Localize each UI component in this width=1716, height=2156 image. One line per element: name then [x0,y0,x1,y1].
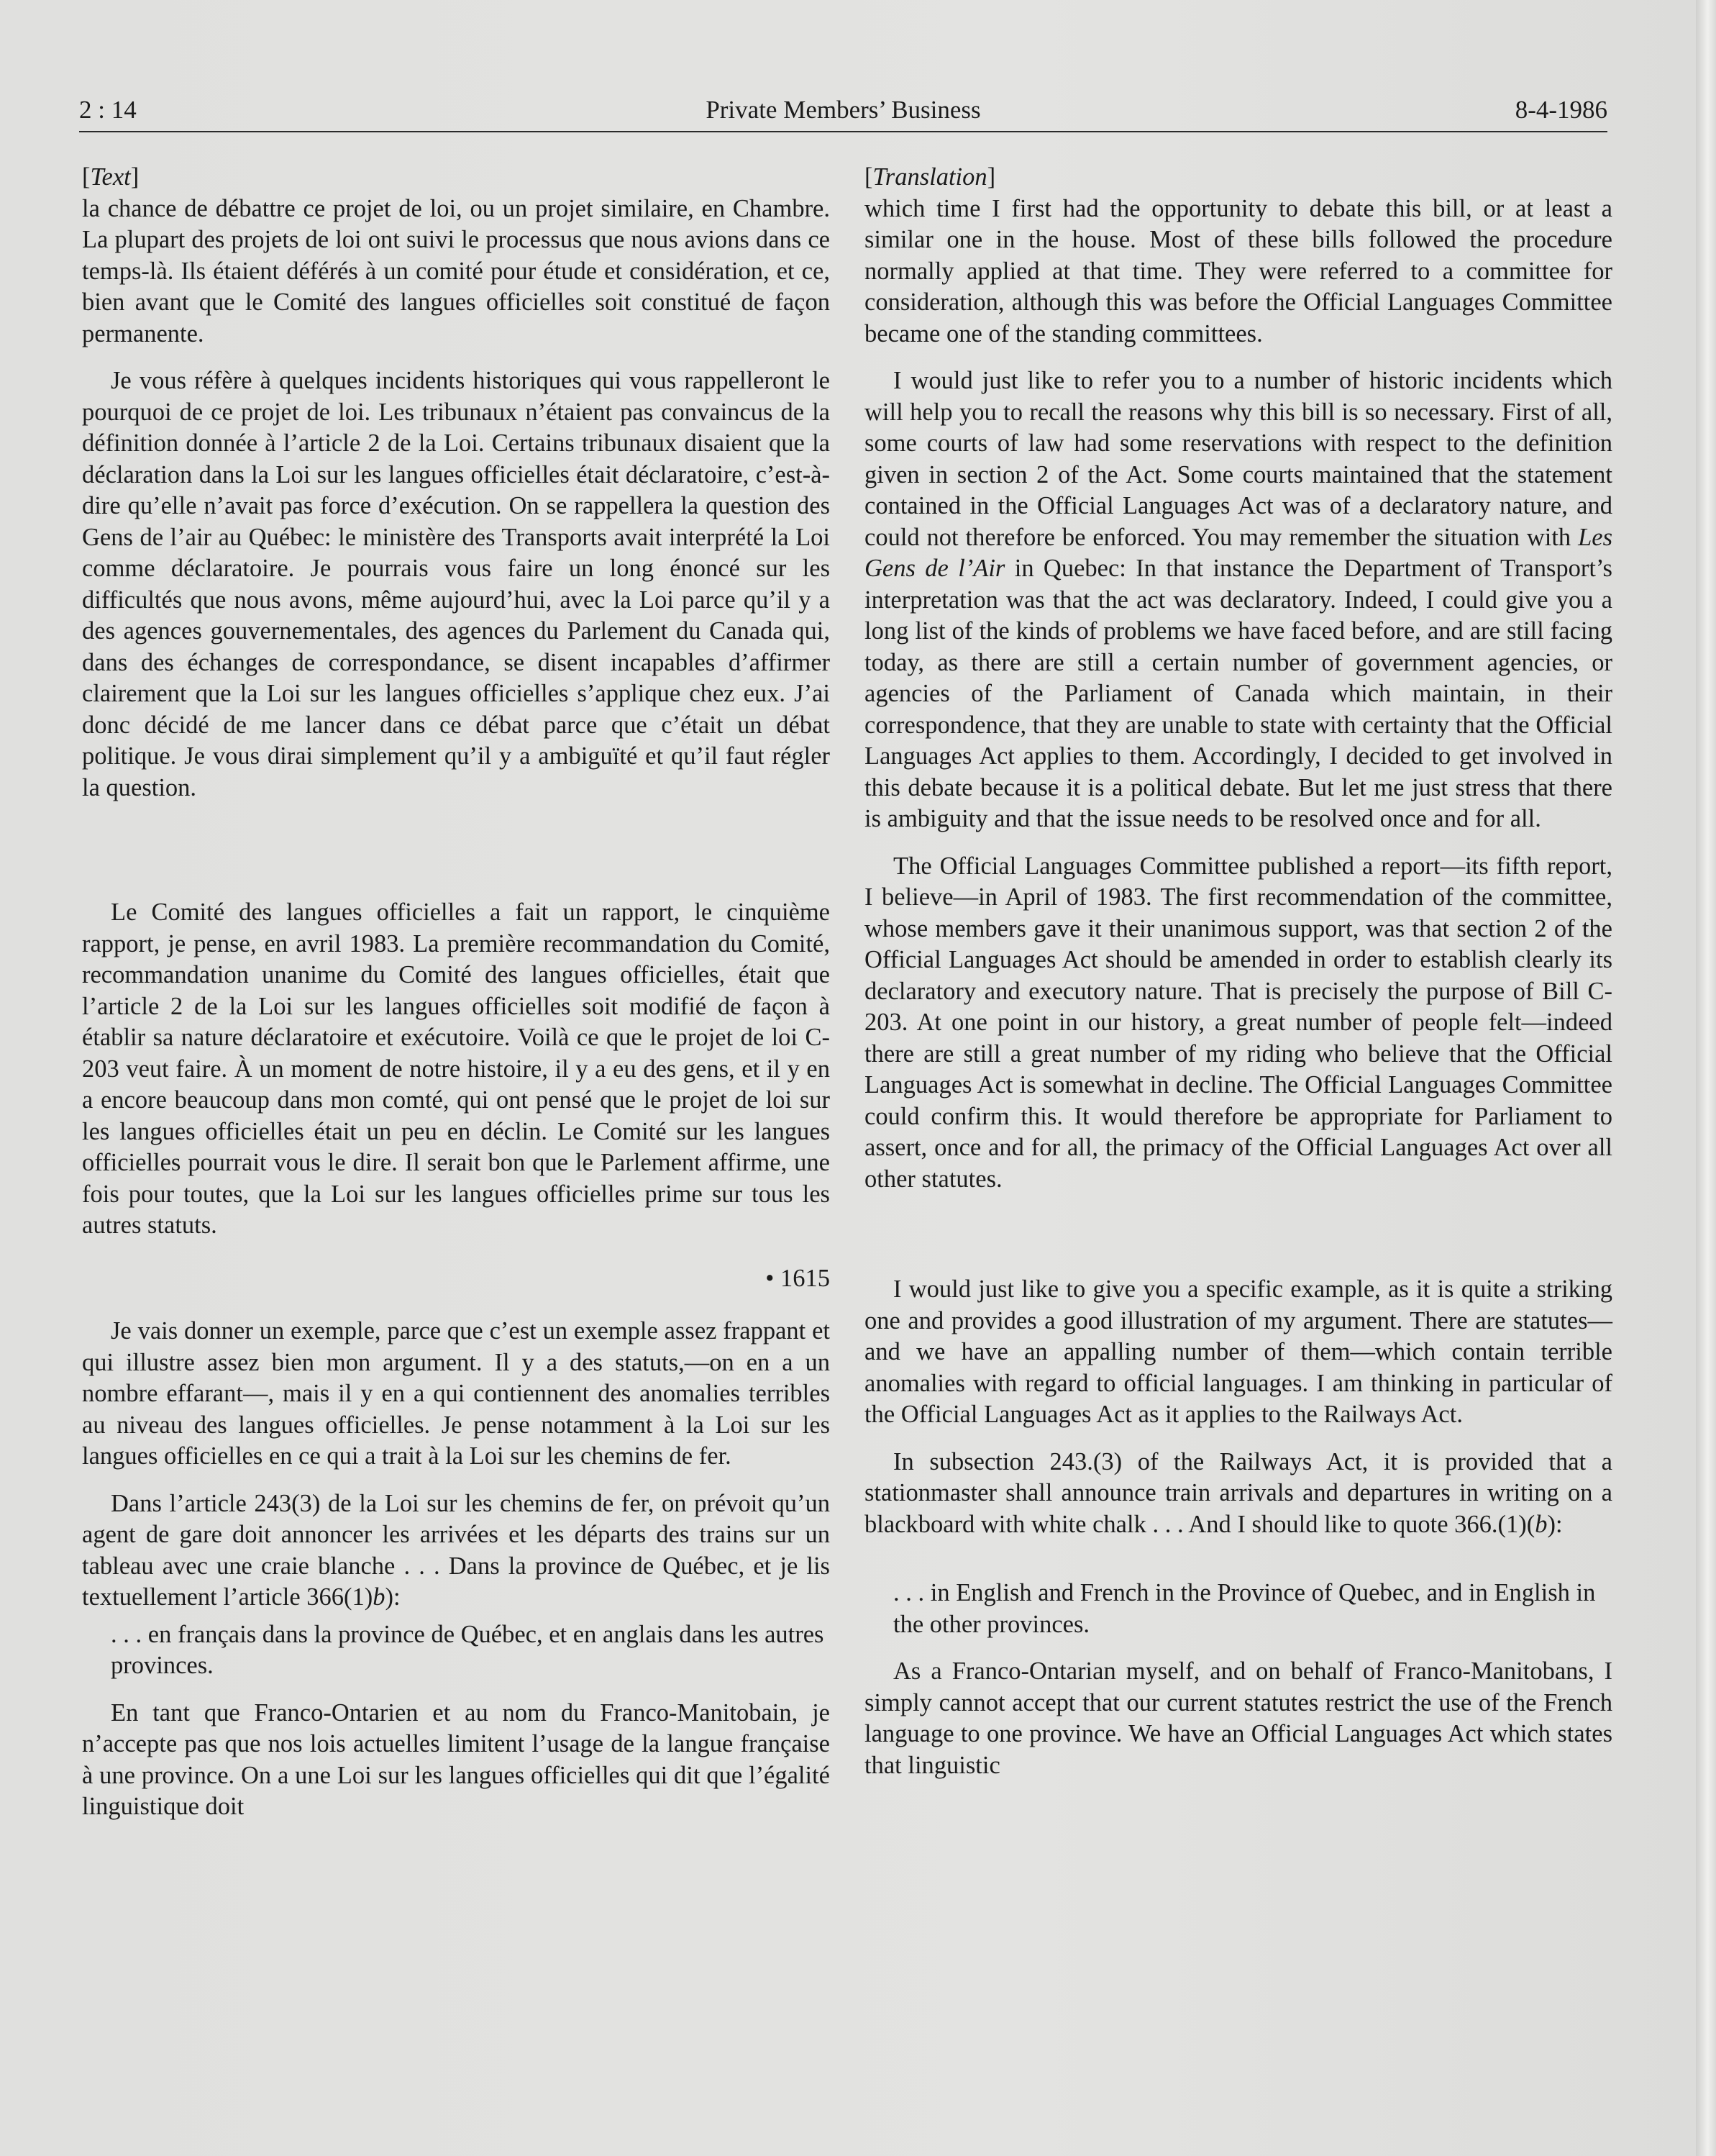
text-label: [Text] [82,163,140,191]
translation-label: [Translation] [864,163,996,191]
fr-paragraph-5: Dans l’article 243(3) de la Loi sur les chemins de fer, on prévoit qu’un agent de gare doit annoncer les arrivées et les départs des trains sur un tableau avec une craie blanche . . . Dans la province de Québec, et je lis textuellement l’article 366(1)b): [82,1489,830,1611]
page-edge [1696,0,1716,2156]
fr-paragraph-1: la chance de débattre ce projet de loi, ou un projet similaire, en Chambre. La plupart des projets de loi ont suivi le processus que nous avions dans ce temps-là. Ils étaient déférés à un comité pour étude et considération, et ce, bien avant que le Comité des langues officielles soit constitué de façon permanente. [82,194,830,347]
fr-paragraph-3: Le Comité des langues officielles a fait un rapport, le cinquième rapport, je pense, en avril 1983. La première recommandation du Comité, recommandation unanime du Comité des langues officielles, était que l’article 2 de la Loi sur les langues officielles soit modifié de façon à établir sa nature déclaratoire et exécutoire. Voilà ce que le projet de loi C-203 veut faire. À un moment de notre histoire, il y a eu des gens, et il y en a encore beaucoup dans mon comté, qui ont pensé que le projet de loi sur les langues officielles était un peu en déclin. Le Comité sur les langues officielles pourrait vous le dire. Il serait bon que le Parlement affirme, une fois pour toutes, que la Loi sur les langues officielles prime sur tous les autres statuts. [82,899,830,1239]
header-rule [79,131,1607,132]
en-paragraph-2: I would just like to refer you to a number of historic incidents which will help you to recall the reasons why this bill is so necessary. First of all, some courts of law had some reservations with respect to the definition given in section 2 of the Act. Some courts maintained that the statement contained in the Official Languages Act was of a declaratory nature, and could not therefore be enforced. You may remember the situation with Les Gens de l’Air in Quebec: In that instance the Department of Transport’s interpretation was that the act was declaratory. Indeed, I could give you a long list of the kinds of problems we have faced before, and are still facing today, as there are still a certain number of government agencies, or agencies of the Parliament of Canada which maintain, in their correspondence, that they are unable to state with certainty that the Official Languages Act applies to them. Accordingly, I decided to get involved in this debate because it is a political debate. But let me just stress that there is ambiguity and that the issue needs to be resolved once and for all. [864,367,1612,832]
time-marker: • 1615 [765,1264,830,1292]
french-column [82,162,830,1823]
header-title: Private Members’ Business [706,96,981,124]
english-column [864,162,1612,1781]
en-paragraph-3: The Official Languages Committee published a report—its fifth report, I believe—in April of 1983. The first recommendation of the committee, whose members gave it their unanimous support, was that section 2 of the Official Languages Act should be amended in order to establish clearly its declaratory and executory nature. That is precisely the purpose of Bill C-203. At one point in our history, a great number of people felt—indeed there are still a great number of my riding who believe that the Official Languages Act is somewhat in decline. The Official Languages Committee could confirm this. It would therefore be appropriate for Parliament to assert, once and for all, the primacy of the Official Languages Act over all other statutes. [864,852,1612,1193]
fr-paragraph-2: Je vous réfère à quelques incidents historiques qui vous rappelleront le pourquoi de ce projet de loi. Les tribunaux n’étaient pas convaincus de la définition donnée à l’article 2 de la Loi. Certains tribunaux disaient que la déclaration dans la Loi sur les langues officielles était déclaratoire, c’est-à-dire qu’elle n’avait pas force d’exécution. On se rappellera la question des Gens de l’air au Québec: le ministère des Transports avait interprété la Loi comme déclaratoire. Je pourrais vous faire un long énoncé sur les difficultés que nous avons, même aujourd’hui, avec la Loi parce qu’il y a des agences gouvernementales, des agences du Parlement du Canada qui, dans des échanges de correspondance, se disent incapables d’affirmer clairement que la Loi sur les langues officielles s’applique chez eux. J’ai donc décidé de me lancer dans ce débat parce que c’était un débat politique. Je vous dirai simplement qu’il y a ambiguïté et qu’il faut régler la question. [82,367,830,801]
fr-paragraph-6: En tant que Franco-Ontarien et au nom du Franco-Manitobain, je n’accepte pas que nos lois actuelles limitent l’usage de la langue française à une province. On a une Loi sur les langues officielles qui dit que l’égalité linguistique doit [82,1698,830,1820]
en-paragraph-6: As a Franco-Ontarian myself, and on behalf of Franco-Manitobans, I simply cannot accept that our current statutes restrict the use of the French language to one province. We have an Official Languages Act which states that linguistic [864,1657,1612,1779]
en-paragraph-4: I would just like to give you a specific example, as it is quite a striking one and provides a good illustration of my argument. There are statutes—and we have an appalling number of them—which contain terrible anomalies with regard to official languages. I am thinking in particular of the Official Languages Act as it applies to the Railways Act. [864,1275,1612,1428]
running-header [79,92,1607,128]
header-date: 8-4-1986 [1515,96,1607,124]
page-number: 2 : 14 [79,96,137,124]
fr-quote: . . . en français dans la province de Québec, et en anglais dans les autres provinces. [111,1620,824,1679]
fr-paragraph-4: Je vais donner un exemple, parce que c’est un exemple assez frappant et qui illustre assez bien mon argument. Il y a des statuts,—on en a un nombre effarant—, mais il y en a qui contiennent des anomalies terribles au niveau des langues officielles. Je pense notamment à la Loi sur les langues officielles en ce qui a trait à la Loi sur les chemins de fer. [82,1317,830,1470]
en-quote: . . . in English and French in the Province of Quebec, and in English in the other provinces. [893,1579,1596,1638]
en-paragraph-5: In subsection 243.(3) of the Railways Act, it is provided that a stationmaster shall announce train arrivals and departures in writing on a blackboard with white chalk . . . And I should like to quote 366.(1)(b): [864,1447,1612,1538]
en-paragraph-1: which time I first had the opportunity to debate this bill, or at least a similar one in the house. Most of these bills followed the procedure normally applied at that time. They were referred to a committee for consideration, although this was before the Official Languages Committee became one of the standing committees. [864,194,1612,347]
